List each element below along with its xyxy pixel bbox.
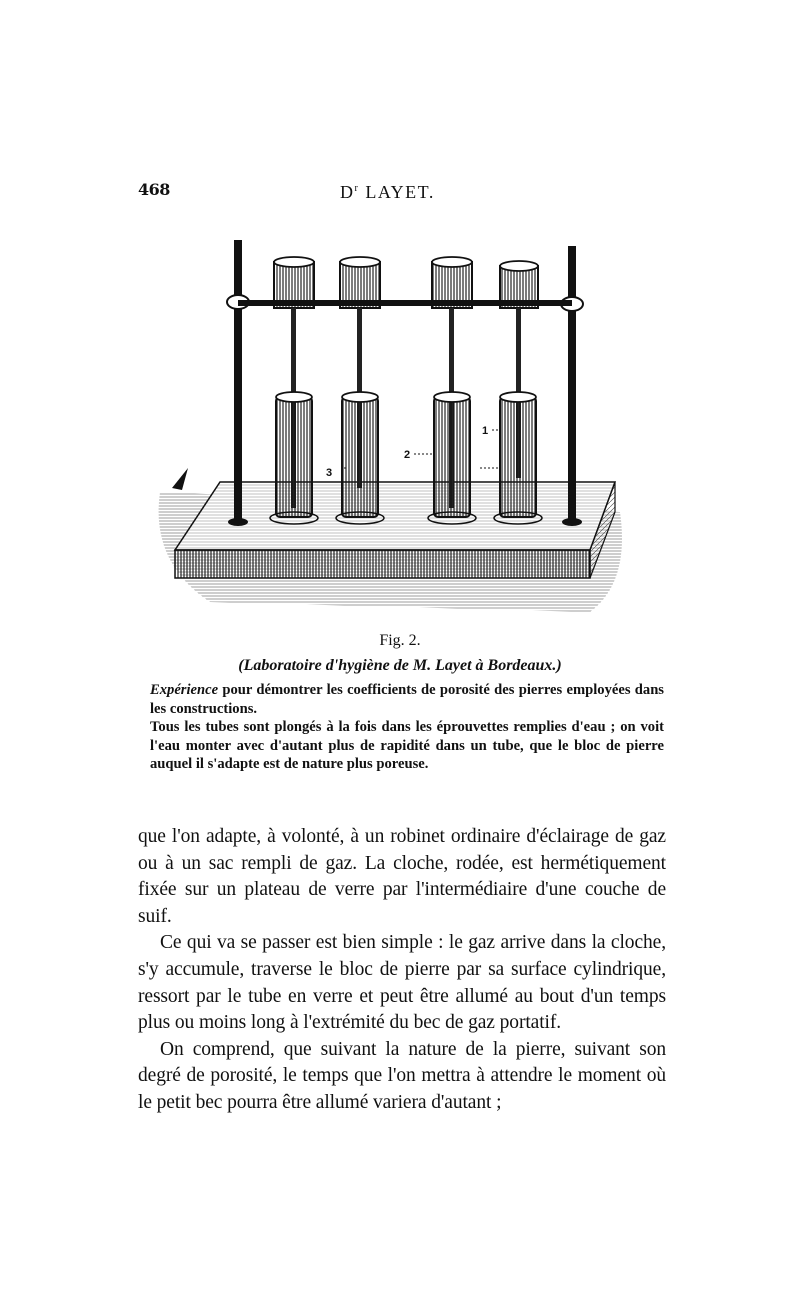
apparatus-engraving — [150, 232, 630, 632]
caption-paragraph-1 — [150, 681, 664, 718]
apparatus-illustration — [150, 232, 630, 632]
author-prefix: D — [340, 182, 355, 202]
callout-3: 3 — [326, 467, 333, 479]
caption-paragraph-2: Tous les tubes sont plongés à la fois dans les éprouvettes remplies d'eau ; on voit l'eau monter avec d'autant plus de rapidité dans un tube, que le bloc de pierre auquel il s'adapte est de nature plus poreuse. — [150, 719, 664, 772]
caption-lead: Expérience — [150, 682, 219, 698]
author-prefix-sup: r — [354, 183, 360, 194]
page-header — [0, 178, 800, 208]
body-paragraph-2: Ce qui va se passer est bien simple : le gaz arrive dans la cloche, s'y accumule, traverse le bloc de pierre par sa surface cylindrique, ressort par le tube en verre et peut être allumé au bout d'un temps plus ou moins long à l'extrémité du bec de gaz portatif. — [138, 932, 666, 1034]
author-name: LAYET. — [365, 182, 435, 202]
body-paragraph-3: On comprend, que suivant la nature de la pierre, suivant son degré de porosité, le temps que l'on mettra à attendre le moment où le petit bec pourra être allumé variera d'autant ; — [138, 1038, 666, 1113]
running-head — [340, 182, 435, 203]
body-paragraph-1: que l'on adapte, à volonté, à un robinet ordinaire d'éclairage de gaz ou à un sac rempli de gaz. La cloche, rodée, est hermétiquement fixée sur un plateau de verre par l'intermédiaire d'une couche de suif. — [138, 826, 666, 927]
figure-source: (Laboratoire d'hygiène de M. Layet à Bordeaux.) — [238, 657, 562, 674]
figure-label: Fig. 2. — [379, 632, 421, 649]
caption-para1-rest: pour démontrer les coefficients de porosité des pierres employées dans les constructions. — [150, 682, 664, 717]
engraving-mark — [172, 468, 188, 490]
figure-caption — [150, 681, 664, 774]
callout-2: 2 — [404, 449, 411, 461]
page-number: 468 — [138, 180, 170, 199]
body-text — [138, 824, 666, 1117]
callout-1: 1 — [482, 425, 489, 437]
